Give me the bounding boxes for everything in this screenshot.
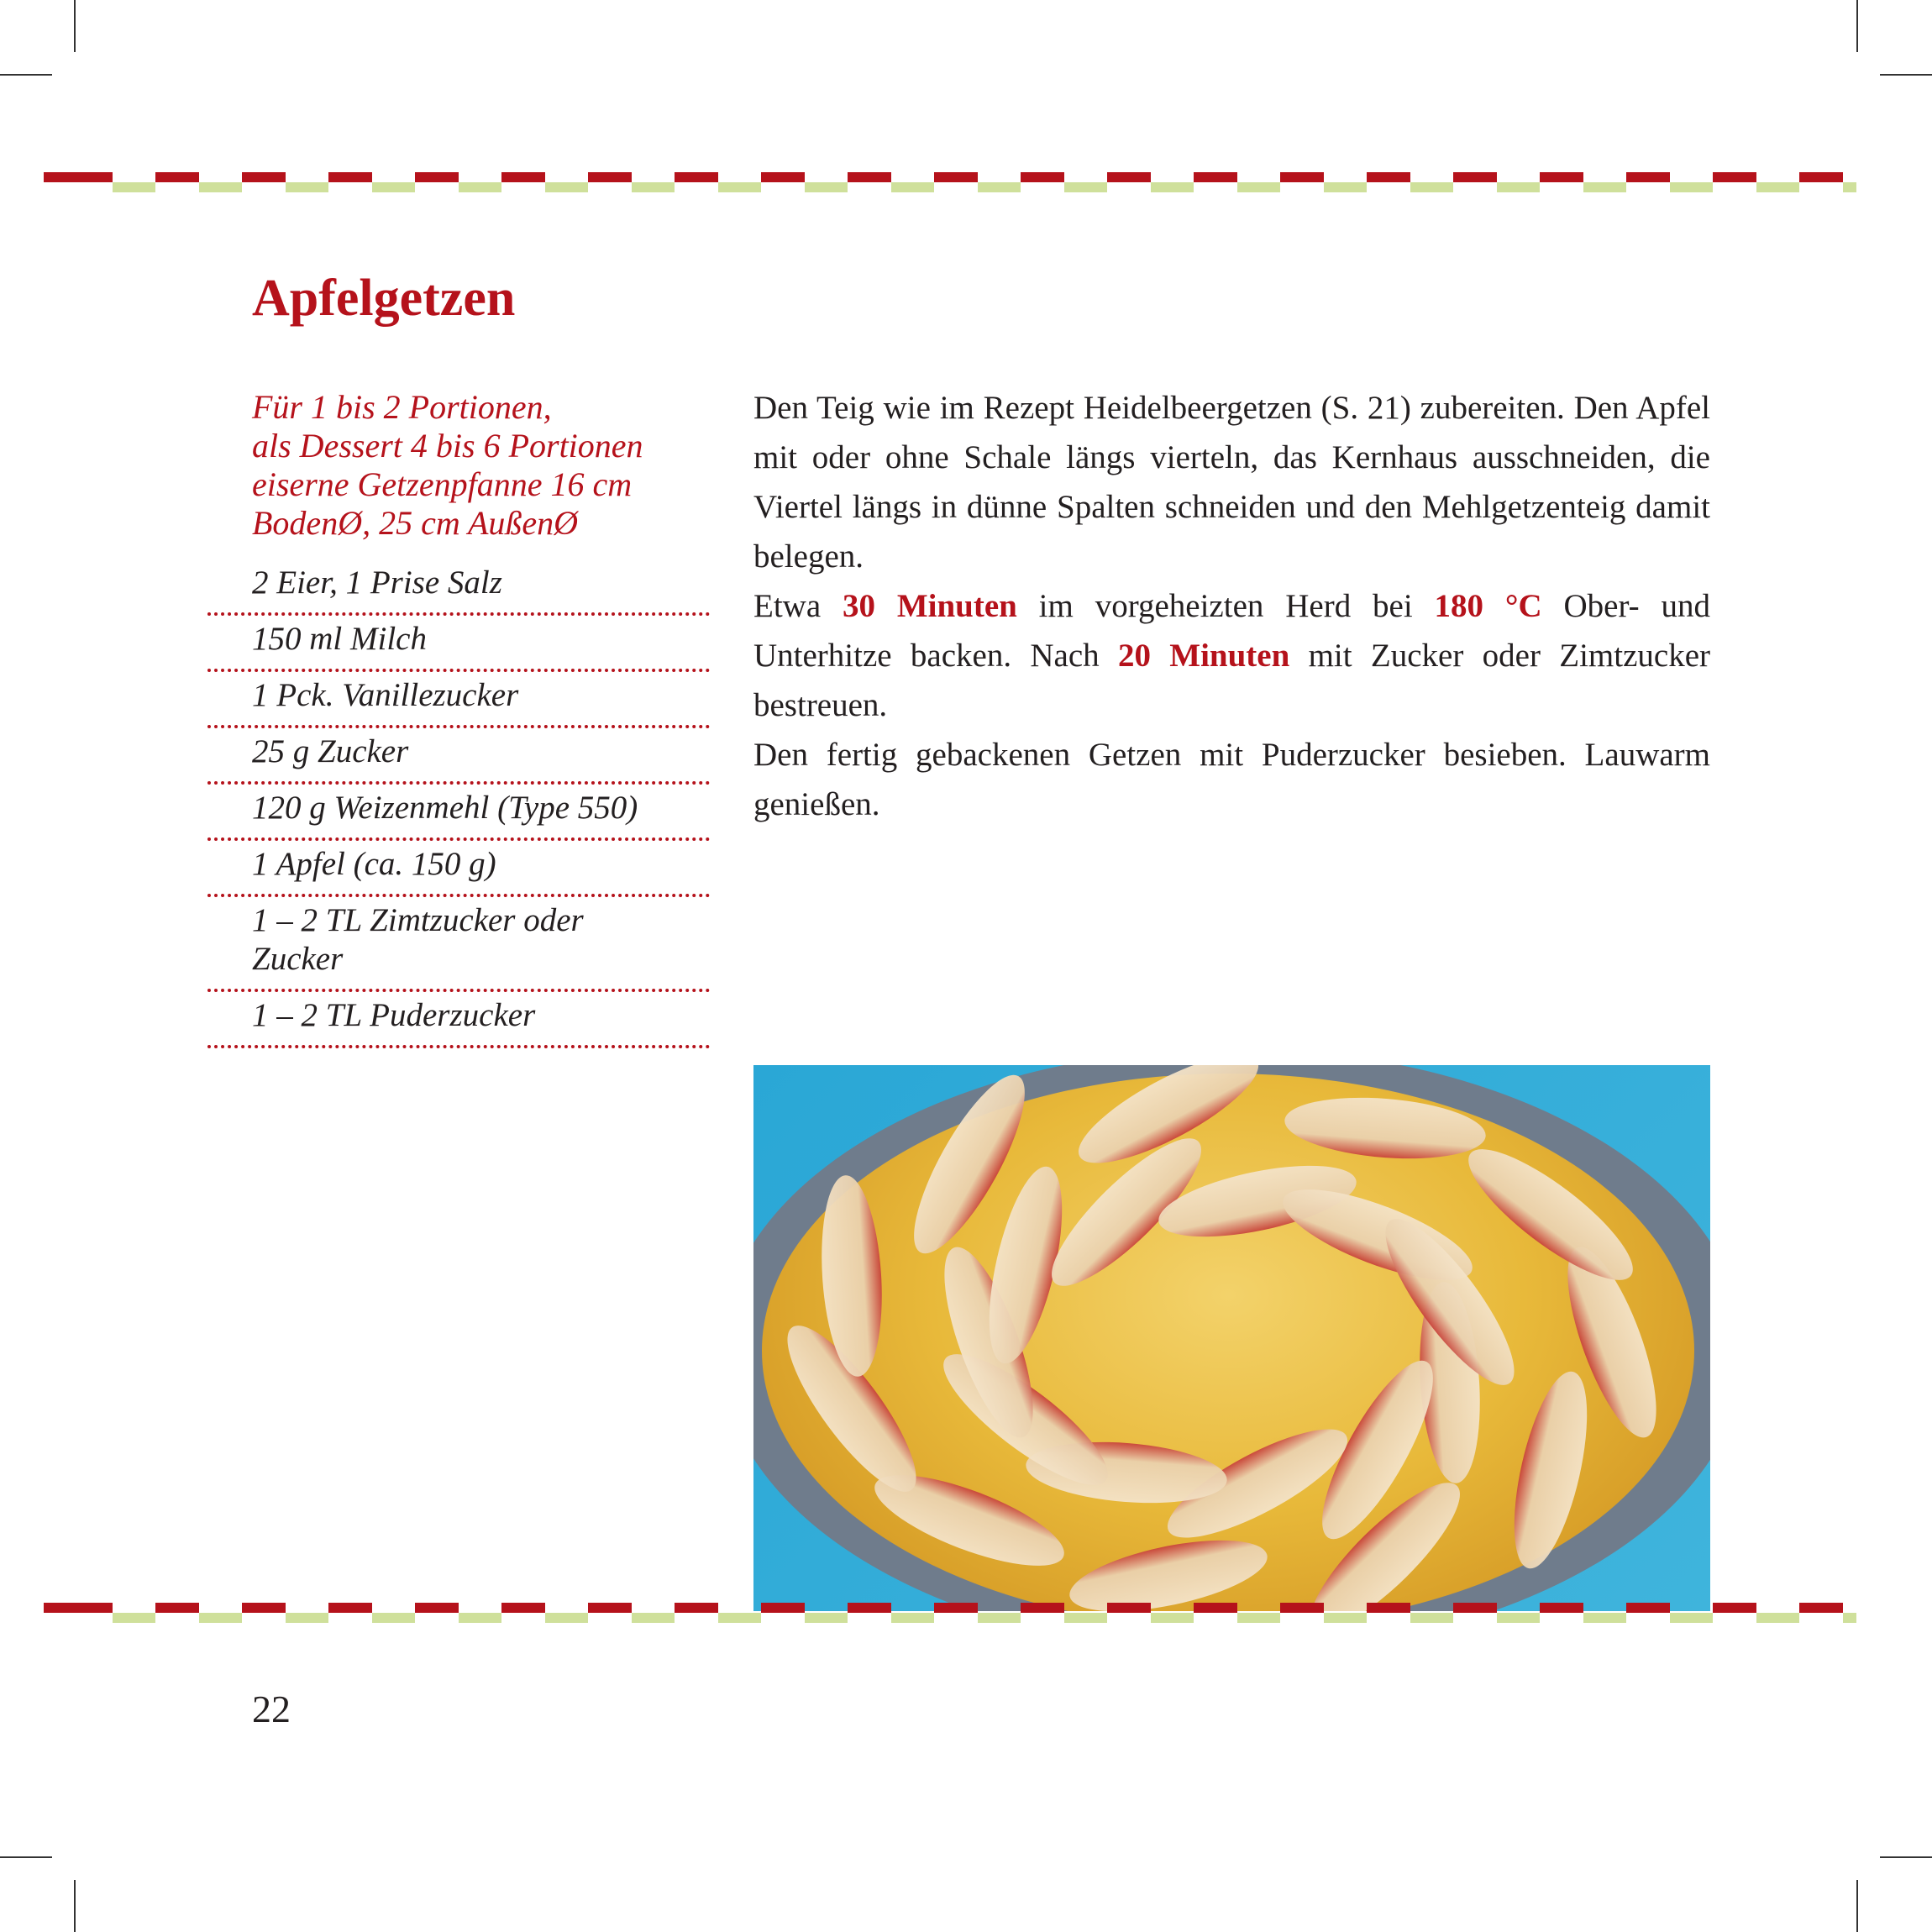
instruction-paragraph: Den Teig wie im Rezept Heidelbeergetzen (S. 21) zubereiten. Den Apfel mit oder ohne Schale längs vierteln, das Kernhaus ausschneiden, die Viertel längs in dünne Spalten schneiden und den Mehlgetzenteig damit belegen. — [753, 390, 1710, 575]
border-dash-red — [155, 172, 199, 182]
ingredient-item: 25 g Zucker — [207, 728, 710, 785]
border-dash-red — [1799, 1603, 1843, 1613]
border-dash-red — [675, 1603, 718, 1613]
border-dash-green — [199, 1613, 242, 1623]
border-dash-green — [718, 1613, 761, 1623]
intro-line: als Dessert 4 bis 6 Portionen — [252, 427, 643, 465]
border-dash-red — [1107, 1603, 1151, 1613]
recipe-title: Apfelgetzen — [252, 270, 516, 327]
border-dash-green — [978, 1613, 1021, 1623]
border-dash-red — [1021, 172, 1064, 182]
border-dash-green — [1583, 1613, 1626, 1623]
border-dash-red — [588, 172, 632, 182]
border-dash-red — [848, 172, 891, 182]
border-dash-green — [1237, 182, 1280, 192]
border-dash-red — [934, 172, 978, 182]
intro-line: BodenØ, 25 cm AußenØ — [252, 504, 579, 542]
crop-mark — [0, 74, 52, 76]
border-dash-green — [1410, 182, 1453, 192]
border-dash-green — [632, 182, 675, 192]
border-dash-green — [805, 1613, 848, 1623]
border-dash-green — [1237, 1613, 1280, 1623]
border-dash-red — [1453, 172, 1497, 182]
border-dash-red — [1540, 172, 1583, 182]
border-dash-red — [155, 1603, 199, 1613]
border-dash-green — [1670, 182, 1713, 192]
border-dash-green — [1064, 182, 1107, 192]
border-dash-red — [1194, 1603, 1237, 1613]
ingredient-item: 150 ml Milch — [207, 616, 710, 672]
crop-mark — [0, 1856, 52, 1858]
border-dash-red — [415, 172, 459, 182]
servings-info — [252, 388, 722, 543]
border-dash-red — [1280, 172, 1324, 182]
border-dash-red — [1713, 1603, 1756, 1613]
temperature: 180 °C — [1434, 588, 1542, 624]
crop-mark — [1880, 1856, 1932, 1858]
border-dash-red — [1367, 172, 1410, 182]
border-dash-green — [1324, 182, 1367, 192]
border-dash-green — [978, 182, 1021, 192]
border-dash-green — [891, 182, 934, 192]
instructions — [753, 383, 1710, 829]
border-dash-green — [1410, 1613, 1453, 1623]
border-dash-red — [328, 172, 372, 182]
ingredient-item: 1 Apfel (ca. 150 g) — [207, 841, 710, 897]
border-dash-red — [761, 1603, 805, 1613]
border-dash-red — [1626, 1603, 1670, 1613]
border-dash-red — [588, 1603, 632, 1613]
border-dash-green — [372, 182, 415, 192]
border-dash-red — [1626, 172, 1670, 182]
border-dash-green — [1583, 182, 1626, 192]
border-dash-green — [113, 182, 155, 192]
border-dash-green — [1843, 1613, 1856, 1623]
border-dash-red — [328, 1603, 372, 1613]
top-dashed-border — [44, 172, 1856, 192]
border-dash-red — [675, 172, 718, 182]
intro-line: Für 1 bis 2 Portionen, — [252, 388, 552, 426]
border-dash-green — [891, 1613, 934, 1623]
text: Ober- und Unterhitze backen. Nach — [753, 588, 1710, 674]
border-dash-red — [1453, 1603, 1497, 1613]
border-dash-green — [1497, 182, 1540, 192]
border-dash-green — [1151, 182, 1194, 192]
text: Etwa — [753, 588, 843, 624]
border-dash-red — [501, 1603, 545, 1613]
border-dash-red — [1280, 1603, 1324, 1613]
border-dash-red — [44, 172, 113, 182]
instruction-paragraph — [753, 581, 1710, 730]
border-dash-green — [113, 1613, 155, 1623]
border-dash-green — [459, 1613, 501, 1623]
crop-mark — [1856, 1880, 1858, 1932]
border-dash-green — [1497, 1613, 1540, 1623]
border-dash-green — [1151, 1613, 1194, 1623]
border-dash-green — [286, 182, 328, 192]
border-dash-red — [1713, 172, 1756, 182]
instruction-paragraph: Den fertig gebackenen Getzen mit Puderzucker besieben. Lauwarm genießen. — [753, 737, 1710, 822]
border-dash-green — [1756, 1613, 1799, 1623]
border-dash-red — [1540, 1603, 1583, 1613]
ingredient-item: 1 – 2 TL Puderzucker — [207, 992, 710, 1048]
border-dash-red — [1194, 172, 1237, 182]
border-dash-green — [632, 1613, 675, 1623]
border-dash-green — [372, 1613, 415, 1623]
border-dash-red — [415, 1603, 459, 1613]
border-dash-red — [242, 172, 286, 182]
border-dash-red — [44, 1603, 113, 1613]
baking-time: 30 Minuten — [842, 588, 1017, 624]
ingredient-list — [207, 559, 710, 1048]
border-dash-green — [1324, 1613, 1367, 1623]
border-dash-red — [761, 172, 805, 182]
border-dash-green — [545, 1613, 588, 1623]
text: mit Zucker oder Zimtzucker bestreuen. — [753, 638, 1710, 723]
crop-mark — [74, 0, 76, 52]
border-dash-red — [501, 172, 545, 182]
apple-cake-photo — [753, 1065, 1710, 1611]
border-dash-green — [286, 1613, 328, 1623]
border-dash-green — [805, 182, 848, 192]
ingredient-item: 120 g Weizenmehl (Type 550) — [207, 785, 710, 841]
border-dash-red — [1107, 172, 1151, 182]
crop-mark — [1880, 74, 1932, 76]
border-dash-green — [459, 182, 501, 192]
text: im vorgeheizten Herd bei — [1016, 588, 1435, 624]
border-dash-green — [1670, 1613, 1713, 1623]
border-dash-red — [1021, 1603, 1064, 1613]
crop-mark — [1856, 0, 1858, 52]
bottom-dashed-border — [44, 1603, 1856, 1623]
ingredient-item: 1 – 2 TL Zimtzucker oder Zucker — [207, 897, 710, 992]
border-dash-green — [199, 182, 242, 192]
border-dash-green — [1756, 182, 1799, 192]
border-dash-red — [242, 1603, 286, 1613]
border-dash-green — [545, 182, 588, 192]
border-dash-green — [1843, 182, 1856, 192]
ingredient-item: 2 Eier, 1 Prise Salz — [207, 559, 710, 616]
border-dash-red — [848, 1603, 891, 1613]
border-dash-red — [1799, 172, 1843, 182]
border-dash-green — [718, 182, 761, 192]
ingredient-item: 1 Pck. Vanillezucker — [207, 672, 710, 728]
border-dash-red — [1367, 1603, 1410, 1613]
sugar-time: 20 Minuten — [1117, 638, 1290, 674]
intro-line: eiserne Getzenpfanne 16 cm — [252, 465, 633, 503]
border-dash-red — [934, 1603, 978, 1613]
border-dash-green — [1064, 1613, 1107, 1623]
crop-mark — [74, 1880, 76, 1932]
page-number: 22 — [252, 1688, 291, 1730]
